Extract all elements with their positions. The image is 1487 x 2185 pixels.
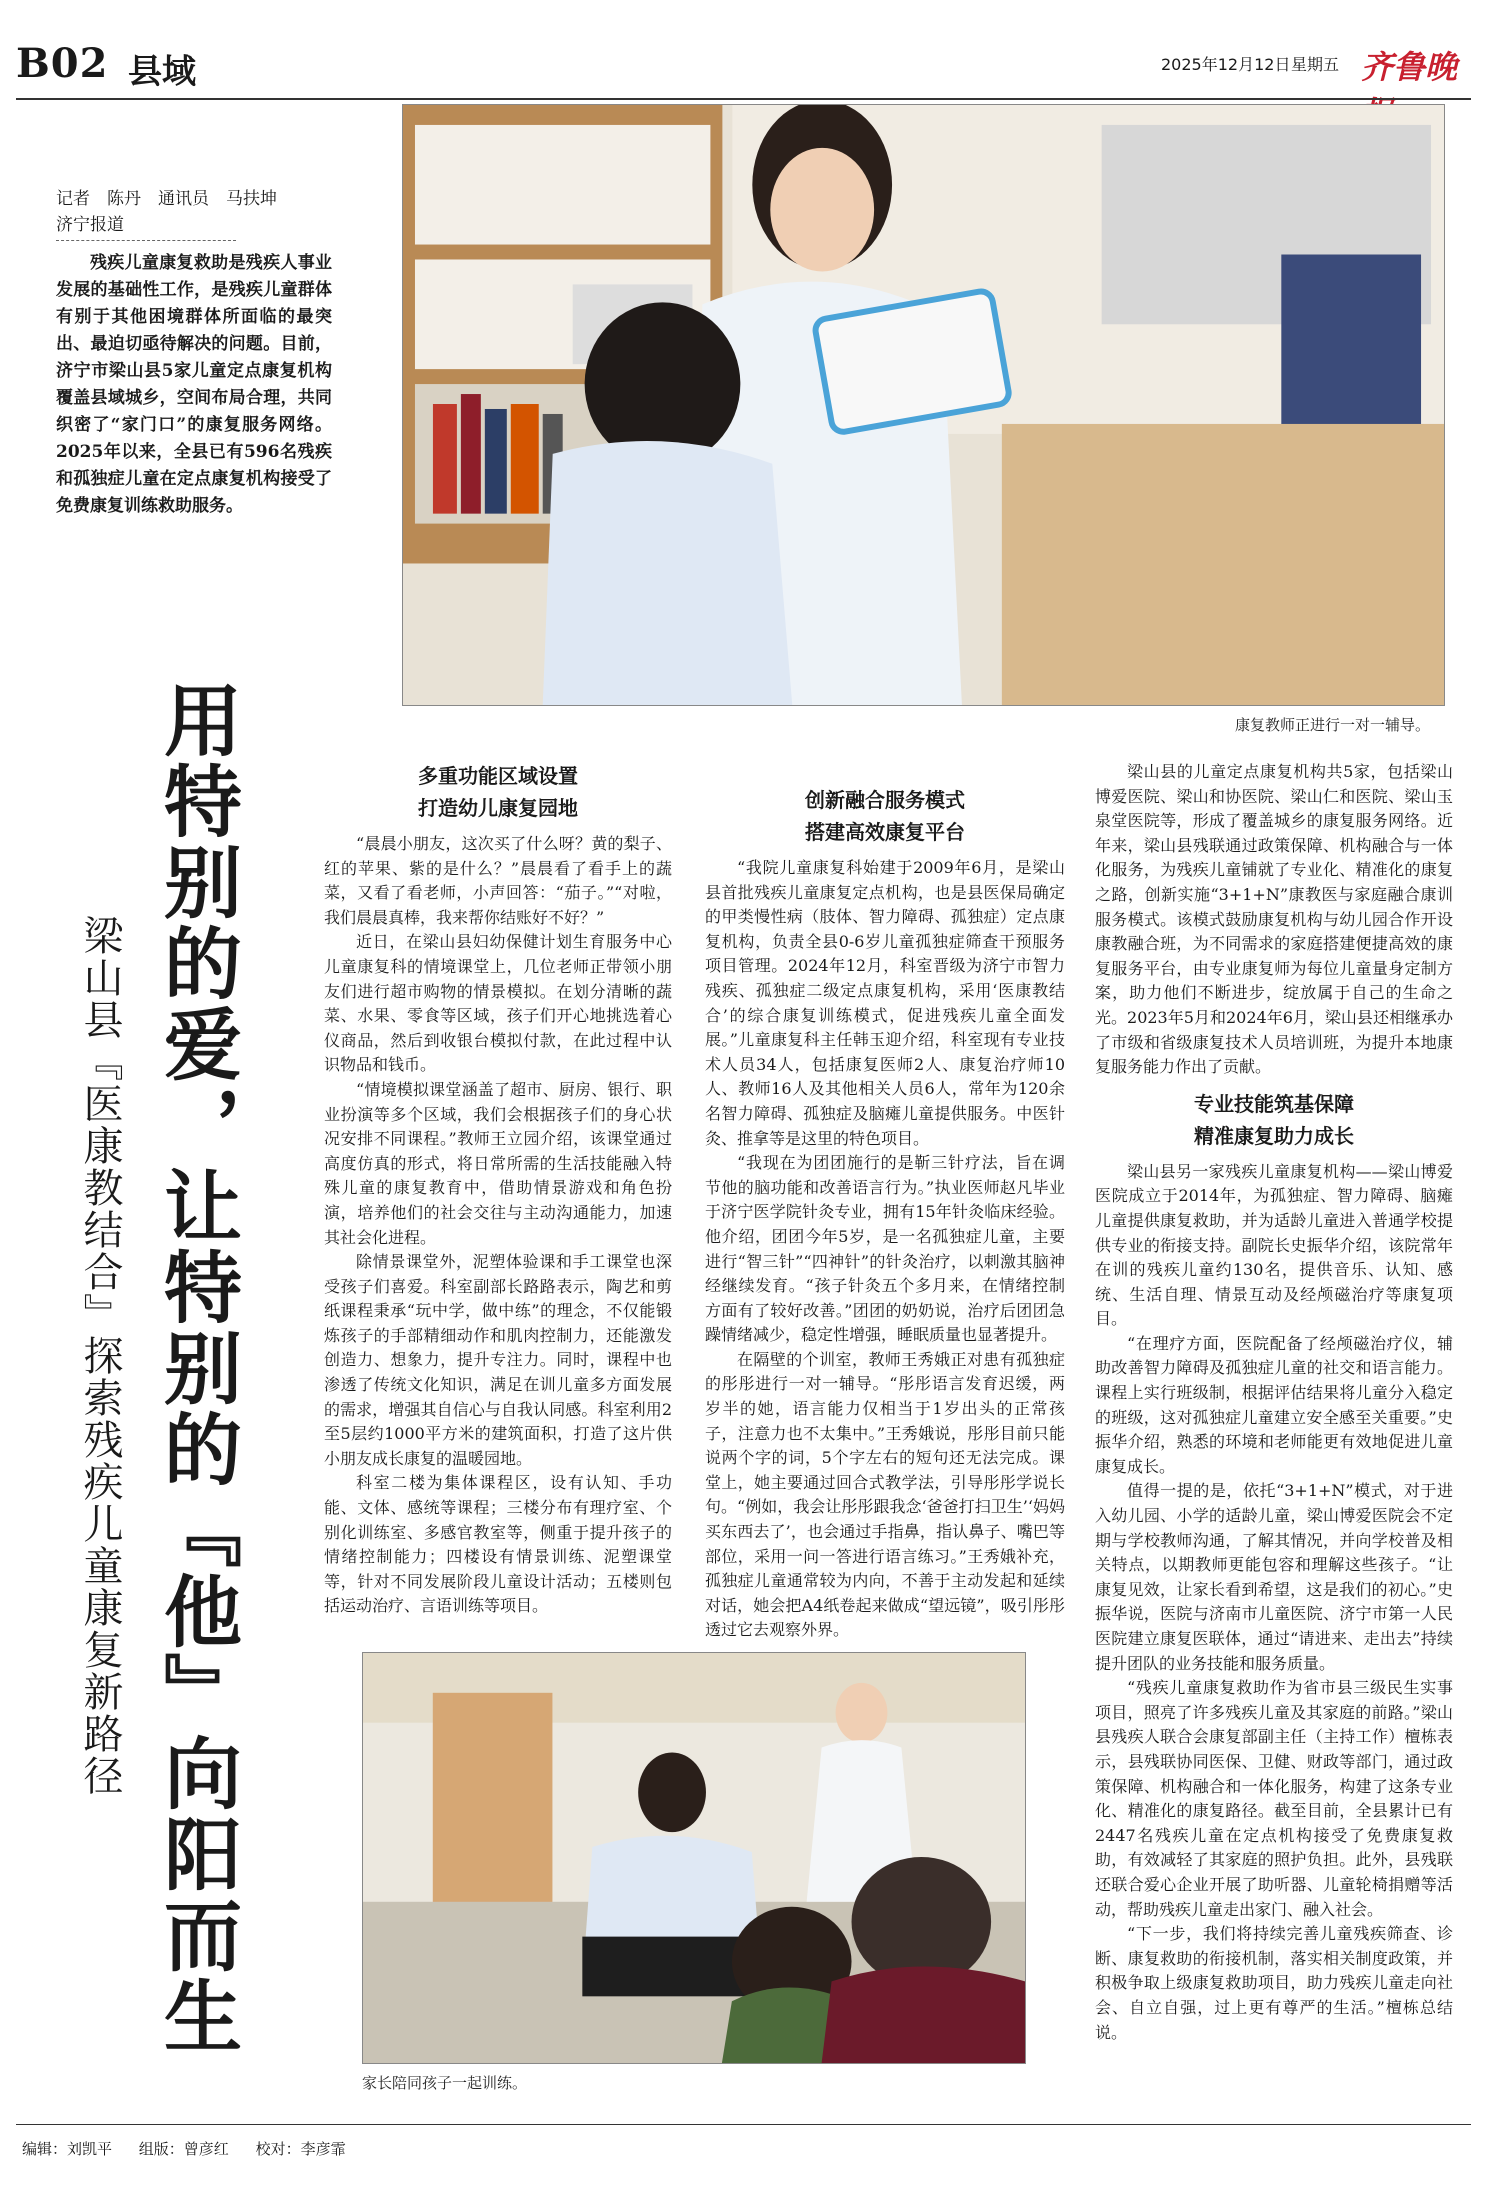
section-name: 县域 bbox=[128, 52, 196, 92]
bottom-photo-caption: 家长陪同孩子一起训练。 bbox=[362, 2074, 528, 2092]
paragraph-4: 除情景课堂外，泥塑体验课和手工课堂也深受孩子们喜爱。科室副部长路路表示，陶艺和剪纸课程秉承“玩中学，做中练”的理念，不仅能锻炼孩子的手部精细动作和肌肉控制力，还能激发创造力、想象力，提升专注力。同时，课程中也渗透了传统文化知识，满足在训儿童多方面发展的需求，增强其自信心与自我认同感。科室利用2至5层约1000平方米的建筑面积，打造了这片供小朋友成长康复的温暖园地。 bbox=[324, 1252, 672, 1468]
section-heading-3a: 专业技能筑基保障 bbox=[1194, 1091, 1354, 1116]
article-column-2 bbox=[705, 784, 1065, 1643]
top-photo-caption: 康复教师正进行一对一辅导。 bbox=[1235, 716, 1431, 734]
layout-credit: 组版：曾彦红 bbox=[138, 2140, 229, 2158]
section-heading-2b: 搭建高效康复平台 bbox=[805, 820, 965, 844]
headline-main: 用特别的爱，让特别的『他』向阳而生 bbox=[151, 680, 242, 2057]
proof-credit: 校对：李彦霏 bbox=[255, 2140, 346, 2158]
paragraph-1: “晨晨小朋友，这次买了什么呀？黄的梨子、红的苹果、紫的是什么？”晨晨看了看手上的蔬菜，又看了看老师，小声回答：“茄子。”“对啦，我们晨晨真棒，我来帮你结账好不好？” bbox=[324, 834, 672, 927]
bottom-photo bbox=[362, 1652, 1026, 2064]
paragraph-11: “在理疗方面，医院配备了经颅磁治疗仪，辅助改善智力障碍及孤独症儿童的社交和语言能力。课程上实行班级制，根据评估结果将儿童分入稳定的班级，这对孤独症儿童建立安全感至关重要。”史振华介绍，熟悉的环境和老师能更有效地促进儿童康复成长。 bbox=[1095, 1333, 1453, 1476]
article-column-1 bbox=[324, 760, 672, 1619]
paragraph-5: 科室二楼为集体课程区，设有认知、手功能、文体、感统等课程；三楼分布有理疗室、个别化训练室、多感官教室等，侧重于提升孩子的情绪控制能力；四楼设有情景训练、泥塑课堂等，针对不同发展阶段儿童设计活动；五楼则包括运动治疗、言语训练等项目。 bbox=[324, 1473, 672, 1616]
byline-reporters: 记者 陈丹 通讯员 马扶坤 bbox=[56, 189, 277, 209]
teacher-child-illustration bbox=[403, 105, 1444, 705]
paragraph-2: 近日，在梁山县妇幼保健计划生育服务中心儿童康复科的情境课堂上，几位老师正带领小朋友们进行超市购物的情景模拟。在划分清晰的蔬菜、水果、零食等区域，孩子们开心地挑选着心仪商品，然后到收银台模拟付款，在此过程中认识物品和钱币。 bbox=[324, 932, 672, 1075]
lead-paragraph: 残疾儿童康复救助是残疾人事业发展的基础性工作，是残疾儿童群体有别于其他困境群体所面临的最突出、最迫切亟待解决的问题。目前，济宁市梁山县5家儿童定点康复机构覆盖县域城乡，空间布局合理，共同织密了“家门口”的康复服务网络。2025年以来，全县已有596名残疾和孤独症儿童在定点康复机构接受了免费康复训练救助服务。 bbox=[56, 253, 332, 516]
header-rule bbox=[16, 98, 1471, 100]
page-number: B02 bbox=[16, 40, 109, 87]
paragraph-3: “情境模拟课堂涵盖了超市、厨房、银行、职业扮演等多个区域，我们会根据孩子们的身心状况安排不同课程。”教师王立园介绍，该课堂通过高度仿真的形式，将日常所需的生活技能融入特殊儿童的康复教育中，借助情景游戏和角色扮演，培养他们的社会交往与主动沟通能力，加速其社会化进程。 bbox=[324, 1079, 672, 1247]
newspaper-logo: 齐鲁晚 bbox=[1361, 48, 1458, 86]
headline-sub: 梁山县『医康教结合』探索残疾儿童康复新路径 bbox=[77, 915, 123, 1797]
article-column-3 bbox=[1095, 760, 1453, 2045]
editor-credit: 编辑：刘凯平 bbox=[22, 2140, 113, 2158]
masthead bbox=[16, 40, 1471, 96]
paragraph-13: “残疾儿童康复救助作为省市县三级民生实事项目，照亮了许多残疾儿童及其家庭的前路。”梁山县残疾人联合会康复部副主任（主持工作）檀栋表示，县残联协同医保、卫健、财政等部门，通过政策保障、机构融合和一体化服务，构建了这条专业化、精准化的康复路径。截至目前，全县累计已有2447名残疾儿童在定点机构接受了免费康复救助，有效减轻了其家庭的照护负担。此外，县残联还联合爱心企业开展了助听器、儿童轮椅捐赠等活动，帮助残疾儿童走出家门、融入社会。 bbox=[1095, 1678, 1453, 1919]
section-heading-1a: 多重功能区域设置 bbox=[418, 764, 578, 788]
top-photo bbox=[402, 104, 1445, 706]
paragraph-6: “我院儿童康复科始建于2009年6月，是梁山县首批残疾儿童康复定点机构，也是县医保局确定的甲类慢性病（肢体、智力障碍、孤独症）定点康复机构，负责全县0-6岁儿童孤独症筛查干预服务项目管理。2024年12月，科室晋级为济宁市智力残疾、孤独症二级定点康复机构，采用‘医康教结合’的综合康复训练模式，促进残疾儿童全面发展。”儿童康复科主任韩玉迎介绍，科室现有专业技术人员34人，包括康复医师2人、康复治疗师10人、教师16人及其他相关人员6人，常年为120余名智力障碍、孤独症及脑瘫儿童提供服务。中医针灸、推拿等是这里的特色项目。 bbox=[705, 858, 1065, 1148]
issue-date: 2025年12月12日 bbox=[1161, 55, 1291, 74]
footer-rule bbox=[16, 2124, 1471, 2125]
paragraph-10: 梁山县另一家残疾儿童康复机构——梁山博爱医院成立于2014年，为孤独症、智力障碍、脑瘫儿童提供康复救助，并为适龄儿童进入普通学校提供专业的衔接支持。副院长史振华介绍，该院常年在训的残疾儿童约130名，提供音乐、认知、感统、生活自理、情景互动及经颅磁治疗等康复项目。 bbox=[1095, 1161, 1453, 1329]
byline bbox=[56, 186, 346, 238]
footer-credits bbox=[22, 2138, 368, 2159]
paragraph-14: “下一步，我们将持续完善儿童残疾筛查、诊断、康复救助的衔接机制，落实相关制度政策，并积极争取上级康复救助项目，助力残疾儿童走向社会、自立自强，过上更有尊严的生活。”檀栋总结说。 bbox=[1095, 1924, 1453, 2042]
byline-rule bbox=[56, 240, 236, 241]
section-heading-3b: 精准康复助力成长 bbox=[1194, 1123, 1354, 1148]
paragraph-7: “我现在为团团施行的是靳三针疗法，旨在调节他的脑功能和改善语言行为。”执业医师赵凡毕业于济宁医学院针灸专业，拥有15年针灸临床经验。他介绍，团团今年5岁，是一名孤独症儿童，主要进行“智三针”“四神针”的针灸治疗，以刺激其脑神经继续发育。“孩子针灸五个多月来，在情绪控制方面有了较好改善。”团团的奶奶说，治疗后团团急躁情绪减少，稳定性增强，睡眠质量也显著提升。 bbox=[705, 1153, 1065, 1345]
parent-child-training-illustration bbox=[363, 1653, 1025, 2063]
section-heading-1b: 打造幼儿康复园地 bbox=[418, 796, 578, 820]
paragraph-12: 值得一提的是，依托“3+1+N”模式，对于进入幼儿园、小学的适龄儿童，梁山博爱医院会不定期与学校教师沟通，了解其情况，并向学校普及相关特点，以期教师更能包容和理解这些孩子。“让康复见效，让家长看到希望，这是我们的初心。”史振华说，医院与济南市儿童医院、济宁市第一人民医院建立康复医联体，通过“请进来、走出去”持续提升团队的业务技能和服务质量。 bbox=[1095, 1481, 1453, 1673]
byline-location: 济宁报道 bbox=[56, 215, 124, 235]
issue-weekday: 星期五 bbox=[1291, 55, 1340, 74]
section-heading-2a: 创新融合服务模式 bbox=[805, 788, 965, 812]
paragraph-9: 梁山县的儿童定点康复机构共5家，包括梁山博爱医院、梁山和协医院、梁山仁和医院、梁山玉泉堂医院等，形成了覆盖城乡的康复服务网络。近年来，梁山县残联通过政策保障、机构融合与一体化服务，为残疾儿童铺就了专业化、精准化的康复之路，创新实施“3+1+N”康教医与家庭融合康训服务模式。该模式鼓励康复机构与幼儿园合作开设康教融合班，为不同需求的家庭搭建便捷高效的康复服务平台，由专业康复师为每位儿童量身定制方案，助力他们不断进步，绽放属于自己的生命之光。2023年5月和2024年6月，梁山县还相继承办了市级和省级康复技术人员培训班，为提升本地康复服务能力作出了贡献。 bbox=[1095, 762, 1453, 1077]
paragraph-8: 在隔壁的个训室，教师王秀娥正对患有孤独症的彤彤进行一对一辅导。“彤彤语言发育迟缓，两岁半的她，语言能力仅相当于1岁出头的正常孩子，注意力也不太集中。”王秀娥说，彤彤目前只能说两个字的词，5个字左右的短句还无法完成。课堂上，她主要通过回合式教学法，引导彤彤学说长句。“例如，我会让彤彤跟我念‘爸爸打扫卫生’‘妈妈买东西去了’，也会通过手指鼻，指认鼻子、嘴巴等部位，采用一问一答进行语言练习。”王秀娥补充，孤独症儿童通常较为内向，不善于主动发起和延续对话，她会把A4纸卷起来做成“望远镜”，吸引彤彤透过它去观察外界。 bbox=[705, 1349, 1065, 1640]
